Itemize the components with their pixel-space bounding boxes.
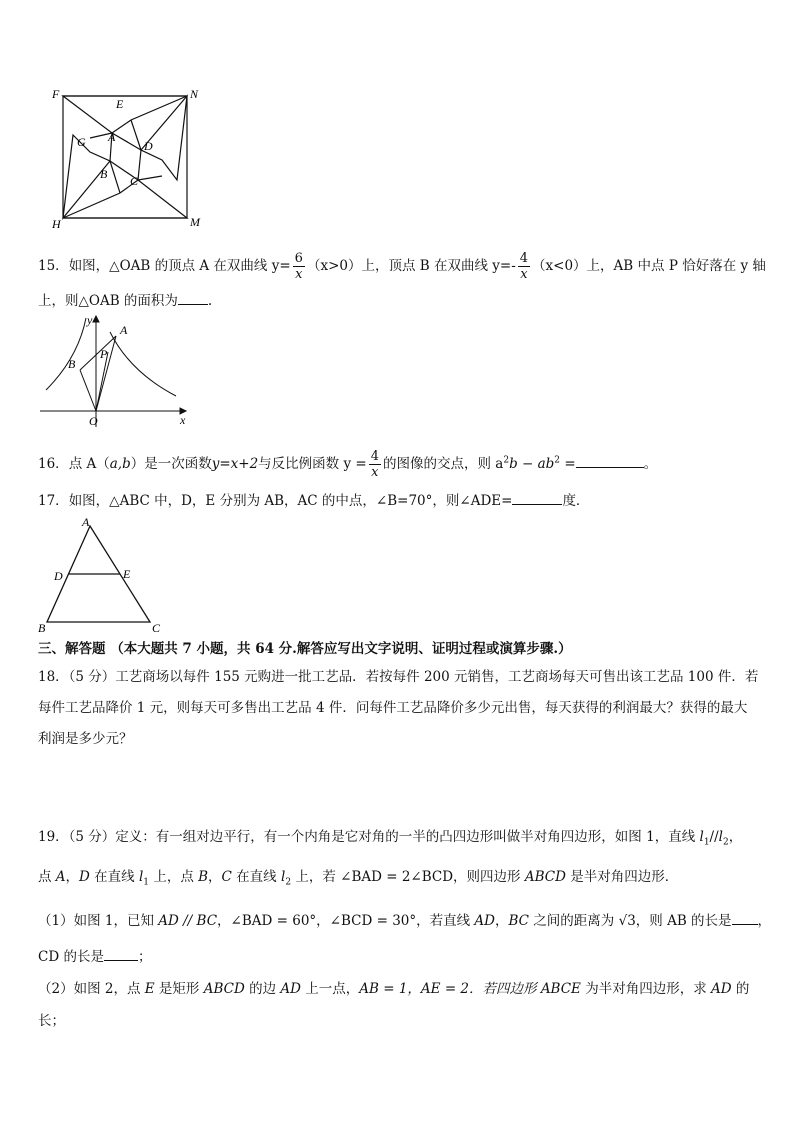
fig17-label-B: B bbox=[38, 621, 46, 634]
fig15-label-x: x bbox=[180, 413, 186, 427]
fig14-label-F: F bbox=[52, 88, 60, 101]
fig14-label-E: E bbox=[116, 97, 124, 111]
q19-sub1-line1: （1）如图 1，已知 AD // BC，∠BAD = 60°，∠BCD = 30°，若直线 AD，BC 之间的距离为 √3，则 AB 的长是 ， bbox=[38, 910, 771, 930]
fig14-label-H: H bbox=[52, 217, 61, 230]
q19-sub1-line2: CD 的长是 ； bbox=[38, 946, 151, 966]
q19-sub2-line2: 长； bbox=[38, 1013, 65, 1029]
hyperbola-figure bbox=[38, 312, 190, 430]
q19-ab-answer-blank[interactable] bbox=[732, 910, 758, 925]
q18-line2: 每件工艺品降价 1 元，则每天可多售出工艺品 4 件．问每件工艺品降价多少元出售，每天获得的利润最大？获得的最大 bbox=[38, 700, 748, 716]
fig15-label-P: P bbox=[100, 347, 108, 361]
fig14-label-C: C bbox=[130, 174, 139, 188]
triangle-figure bbox=[34, 514, 166, 634]
fig15-label-y: y bbox=[87, 313, 93, 327]
fig17-label-C: C bbox=[152, 621, 161, 634]
q17-answer-blank[interactable] bbox=[512, 490, 562, 505]
fig14-label-G: G bbox=[77, 135, 86, 149]
q18-line3: 利润是多少元？ bbox=[38, 731, 133, 747]
fig15-label-A: A bbox=[120, 323, 128, 337]
fig15-label-O: O bbox=[89, 414, 98, 428]
q15-line2: 上，则△OAB 的面积为 . bbox=[38, 290, 212, 310]
fig14-label-A: A bbox=[108, 130, 116, 144]
section-three-heading: 三、解答题 （本大题共 7 小题，共 64 分.解答应写出文字说明、证明过程或演算步骤.） bbox=[38, 641, 572, 657]
q16-answer-blank[interactable] bbox=[576, 453, 644, 468]
fig14-label-M: M bbox=[190, 215, 200, 229]
q16-fraction: $\frac{4}{x}$ bbox=[370, 449, 379, 480]
pinwheel-figure bbox=[50, 88, 210, 230]
q15-fraction-1: $\frac{6}{x}$ bbox=[294, 251, 303, 282]
q19-line1: 19．（5 分）定义：有一组对边平行，有一个内角是它对角的一半的凸四边形叫做半对角四边形，如图 1，直线 $l_1//l_2$， bbox=[38, 829, 743, 848]
fig14-label-D: D bbox=[144, 139, 153, 153]
q17-line: 17．如图，△ABC 中，D，E 分别为 AB，AC 的中点，∠B=70°，则∠ADE= 度． bbox=[38, 490, 589, 510]
fig15-label-B: B bbox=[68, 357, 76, 371]
fig17-label-E: E bbox=[123, 567, 131, 581]
fig17-label-D: D bbox=[54, 569, 63, 583]
q19-cd-answer-blank[interactable] bbox=[104, 946, 138, 961]
fig14-label-N: N bbox=[190, 88, 199, 101]
q18-line1: 18．（5 分）工艺商场以每件 155 元购进一批工艺品．若按每件 200 元销售，工艺商场每天可售出该工艺品 100 件．若 bbox=[38, 669, 759, 685]
q15-text-1: 如图，△OAB 的顶点 A 在双曲线 y= bbox=[68, 258, 291, 274]
q19-line2: 点 A，D 在直线 $l_1$ 上，点 B，C 在直线 $l_2$ 上，若 ∠BAD = 2∠BCD，则四边形 ABCD 是半对角四边形． bbox=[38, 869, 679, 888]
q19-sub2-line1: （2）如图 2，点 E 是矩形 ABCD 的边 AD 上一点，AB = 1，AE = 2．若四边形 ABCE 为半对角四边形，求 AD 的 bbox=[38, 981, 750, 997]
fig17-label-A: A bbox=[82, 515, 90, 529]
q15-text-2: （x>0）上，顶点 B 在双曲线 y=- bbox=[306, 258, 516, 274]
fig14-label-B: B bbox=[100, 167, 108, 181]
q16-line: 16．点 A（a,b）是一次函数y=x+2与反比例函数 y = $\frac{4}{x}$ 的图像的交点，则 $a^2b - ab^2$ = 。 bbox=[38, 449, 658, 480]
q15-number: 15． bbox=[38, 258, 69, 274]
q15-text-3: （x<0）上，AB 中点 P 恰好落在 y 轴 bbox=[532, 258, 766, 274]
q15-fraction-2: $\frac{4}{x}$ bbox=[519, 251, 529, 282]
q15-answer-blank[interactable] bbox=[178, 290, 208, 305]
q15-line1 bbox=[38, 252, 766, 281]
